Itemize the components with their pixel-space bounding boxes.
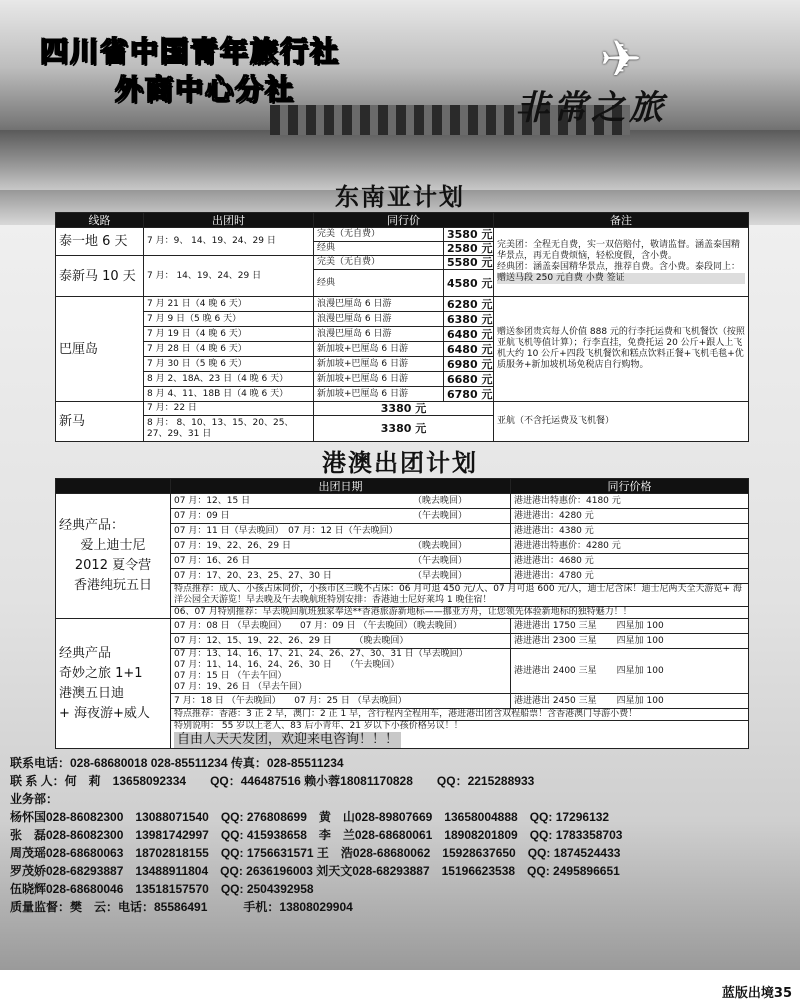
- dates: 7 月 21 日（4 晚 6 天）: [144, 297, 314, 312]
- option: 完美（无自费）: [314, 228, 444, 242]
- airplane-icon: ✈: [600, 30, 642, 88]
- option: 完美（无自费）: [314, 256, 444, 270]
- price: 6980 元: [444, 357, 494, 372]
- table-row: [56, 619, 749, 634]
- thai-note: [494, 228, 749, 297]
- time: （晚去晚回）: [412, 495, 467, 506]
- hk-section-title: 港澳出团计划: [322, 449, 478, 477]
- price: 3580 元: [444, 228, 494, 242]
- date-cell: [171, 539, 511, 554]
- dates: 8 月 2、18A、23 日（4 晚 6 天）: [144, 372, 314, 387]
- route: 泰一地 6 天: [56, 228, 144, 256]
- extra: 四星加 100: [616, 620, 664, 631]
- dept-label: 业务部：: [10, 792, 59, 806]
- date: 07 月：16、26 日: [174, 555, 251, 566]
- dates: 8 月： 8、10、13、15、20、25、27、29、31 日: [144, 416, 314, 442]
- date: 07 月：12、15、19、22、26、29 日 （晚去晚回）: [171, 634, 511, 649]
- product: 新加坡+巴厘岛 6 日游: [314, 372, 444, 387]
- price-cell: [511, 649, 749, 694]
- route: 泰新马 10 天: [56, 256, 144, 297]
- staff-row: 张 磊028-86082300 13981742997 QQ: 415938658 李 兰028-68680061 18908201809 QQ: 1783358703: [10, 828, 623, 842]
- date: 07 月：09 日: [174, 510, 230, 521]
- bali-note: 赠送参团贵宾每人价值 888 元的行李托运费和飞机餐饮（按照亚航飞机等值计算）；行李直挂，免费托运 20 公斤+跟人上飞机大约 10 公斤+四段飞机餐饮和糕点饮料正餐+飞机毛毯+优质服务+新加坡机场免税店自行购物。: [494, 297, 749, 402]
- dates: 7 月 19 日（4 晚 6 天）: [144, 327, 314, 342]
- price: 6380 元: [444, 312, 494, 327]
- consult-banner: 自由人天天发团，欢迎来电咨询！！！: [174, 732, 401, 748]
- product-cell: [56, 619, 171, 749]
- date-cell: [171, 569, 511, 584]
- page-number: 蓝版出境35: [721, 986, 792, 1001]
- price-cell: [511, 694, 749, 709]
- col-header: 同行价: [314, 213, 494, 228]
- hk-table: [55, 478, 749, 749]
- product-cell: [56, 494, 171, 619]
- sea-section-title: 东南亚计划: [335, 183, 465, 211]
- price: 港进港出特惠价：4280 元: [511, 539, 749, 554]
- product: 新加坡+巴厘岛 6 日游: [314, 342, 444, 357]
- product-line: 港澳五日迪: [59, 685, 125, 701]
- features: 特点推荐：成人、小孩占床同价，小孩市区三晚不占床：06 月可退 450 元/人、07 月可退 600 元/人，迪士尼含床！迪士尼两天全天游览+ 海洋公园全天游览！早去晚及午去晚航班特别安排：香港迪士尼好莱坞 1 晚住宿！: [171, 584, 749, 607]
- contact-people: 联 系 人：何 莉 13658092334 QQ：446487516 赖小蓉18081170828 QQ：2215288933: [10, 774, 535, 788]
- table-row: [56, 494, 749, 509]
- features: 特点推荐：香港：3 正 2 早，澳门：2 正 1 早，含行程内全程用车，港进港出团含双程船票！含香港澳门导游小费！: [171, 709, 749, 721]
- product: 浪漫巴厘岛 6 日游: [314, 327, 444, 342]
- date-cell: [171, 554, 511, 569]
- price: 6280 元: [444, 297, 494, 312]
- dates: 7 月 28 日（4 晚 6 天）: [144, 342, 314, 357]
- staff-row: 罗茂娇028-68293887 13488911804 QQ: 2636196003 刘天文028-68293887 15196623538 QQ: 2495896651: [10, 864, 620, 878]
- contacts: [10, 754, 795, 916]
- col-header-blank: [56, 479, 171, 494]
- product-line: 2012 夏令营: [74, 558, 152, 573]
- price: 4580 元: [444, 270, 494, 297]
- price: 6480 元: [444, 327, 494, 342]
- special: 特别说明： 55 岁以上老人、83 后小青年、21 岁以下小孩价格另议！！: [171, 721, 749, 733]
- price: 港进港出 2300 三星: [514, 635, 597, 646]
- staff-row: 杨怀国028-86082300 13088071540 QQ: 276808699 黄 山028-89807669 13658004888 QQ: 17296132: [10, 810, 610, 824]
- date: 07 月：08 日 （早去晚回） 07 月：09 日 （午去晚回）（晚去晚回）: [171, 619, 511, 634]
- time: （晚去晚回）: [412, 540, 467, 551]
- price: 6480 元: [444, 342, 494, 357]
- time: （午去晚回）: [412, 555, 467, 566]
- price: 港进港出：4280 元: [511, 509, 749, 524]
- note-line: 经典团：涵盖泰国精华景点，推荐自费。含小费。泰段同上：: [497, 262, 741, 272]
- dates: 8 月 4、11、18B 日（4 晚 6 天）: [144, 387, 314, 402]
- branch-name: 外商中心分社: [115, 73, 296, 106]
- product: 新加坡+巴厘岛 6 日游: [314, 387, 444, 402]
- contact-phone: 联系电话：028-68680018 028-85511234 传真：028-85511234: [10, 756, 344, 770]
- price: 港进港出 2450 三星: [514, 695, 597, 706]
- product: 浪漫巴厘岛 6 日游: [314, 297, 444, 312]
- option: 经典: [314, 242, 444, 256]
- product-line: + 海夜游+威人: [59, 705, 150, 721]
- route: 新马: [56, 402, 144, 442]
- date: 7 月：18 日 （午去晚回） 07 月：25 日 （早去晚回）: [171, 694, 511, 709]
- price: 港进港出：4780 元: [511, 569, 749, 584]
- xinma-note: 亚航（不含托运费及飞机餐）: [494, 402, 749, 442]
- price: 港进港出特惠价：4180 元: [511, 494, 749, 509]
- staff-row: 伍晓辉028-68680046 13518157570 QQ: 2504392958: [10, 882, 314, 896]
- sea-table: [55, 212, 749, 442]
- col-header: 出团时: [144, 213, 314, 228]
- agency-name: 四川省中国青年旅行社: [40, 35, 341, 68]
- price: 3380 元: [314, 402, 494, 416]
- price: 2580 元: [444, 242, 494, 256]
- price: 港进港出：4680 元: [511, 554, 749, 569]
- price-cell: [511, 634, 749, 649]
- date: 07 月：11 日（早去晚回） 07 月：12 日（午去晚回）: [174, 525, 398, 536]
- staff-row: 周茂瑶028-68680063 18702818155 QQ: 1756631571 王 浩028-68680062 15928637650 QQ: 1874524433: [10, 846, 621, 860]
- product-line: 爱上迪士尼: [80, 538, 146, 553]
- price: 港进港出：4380 元: [511, 524, 749, 539]
- sea-image: [0, 130, 800, 190]
- price: 3380 元: [314, 416, 494, 442]
- date-cell: [171, 494, 511, 509]
- extra: 四星加 100: [616, 665, 664, 676]
- logo-text: 非常之旅: [515, 88, 667, 128]
- note-line: 完美团：全程无自费，实一双倍赔付，敬请监督。涵盖泰国精华景点，再无自费烦恼，轻松度假，含小费。: [497, 240, 741, 261]
- date: 07 月：19、22、26、29 日: [174, 540, 291, 551]
- col-header: 出团日期: [171, 479, 511, 494]
- col-header: 线路: [56, 213, 144, 228]
- table-row: [56, 297, 749, 312]
- price: 港进港出 1750 三星: [514, 620, 597, 631]
- date: 07 月：17、20、23、25、27、30 日: [174, 570, 332, 581]
- col-header: 备注: [494, 213, 749, 228]
- dates: 7 月 30 日（5 晚 6 天）: [144, 357, 314, 372]
- dates: 7 月：22 日: [144, 402, 314, 416]
- price: 5580 元: [444, 256, 494, 270]
- note-line: 赠送马段 250 元自费 小费 签证: [497, 273, 745, 284]
- product-line: 香港纯玩五日: [73, 578, 152, 593]
- dates: 7 月： 14、19、24、29 日: [144, 256, 314, 297]
- col-header: 同行价格: [511, 479, 749, 494]
- extra: 四星加 100: [616, 635, 664, 646]
- date-cell: [171, 509, 511, 524]
- route: 巴厘岛: [56, 297, 144, 402]
- price: 6780 元: [444, 387, 494, 402]
- product-line: 经典产品: [59, 645, 112, 661]
- time: （午去晚回）: [412, 510, 467, 521]
- special: 06、07 月特别推荐：早去晚回航班独家奉送**香港旅游新地标——挪亚方舟，让您领先体验新地标的独特魅力！！: [171, 607, 749, 619]
- price-cell: [511, 619, 749, 634]
- time: （早去晚回）: [412, 570, 467, 581]
- quality-supervision: 质量监督：樊 云：电话：85586491 手机：13808029904: [10, 900, 353, 914]
- product-line: 经典产品：: [59, 518, 125, 533]
- date-cell: [171, 524, 511, 539]
- extra: 四星加 100: [616, 695, 664, 706]
- product: 新加坡+巴厘岛 6 日游: [314, 357, 444, 372]
- dates: 7 月：9、 14、19、24、29 日: [144, 228, 314, 256]
- product-line: 奇妙之旅 1+1: [59, 665, 143, 681]
- product: 浪漫巴厘岛 6 日游: [314, 312, 444, 327]
- dates: 7 月 9 日（5 晚 6 天）: [144, 312, 314, 327]
- price: 6680 元: [444, 372, 494, 387]
- price: 港进港出 2400 三星: [514, 665, 597, 676]
- content: [0, 182, 800, 916]
- option: 经典: [314, 270, 444, 297]
- date: 07 月：12、15 日: [174, 495, 251, 506]
- date: 07 月：13、14、16、17、21、24、26、27、30、31 日（早去晚回） 07 月：11、14、16、24、26、30 日 （午去晚回） 07 月：15 日 （午去午回） 07 月：19、26 日 （早去午回）: [171, 649, 511, 694]
